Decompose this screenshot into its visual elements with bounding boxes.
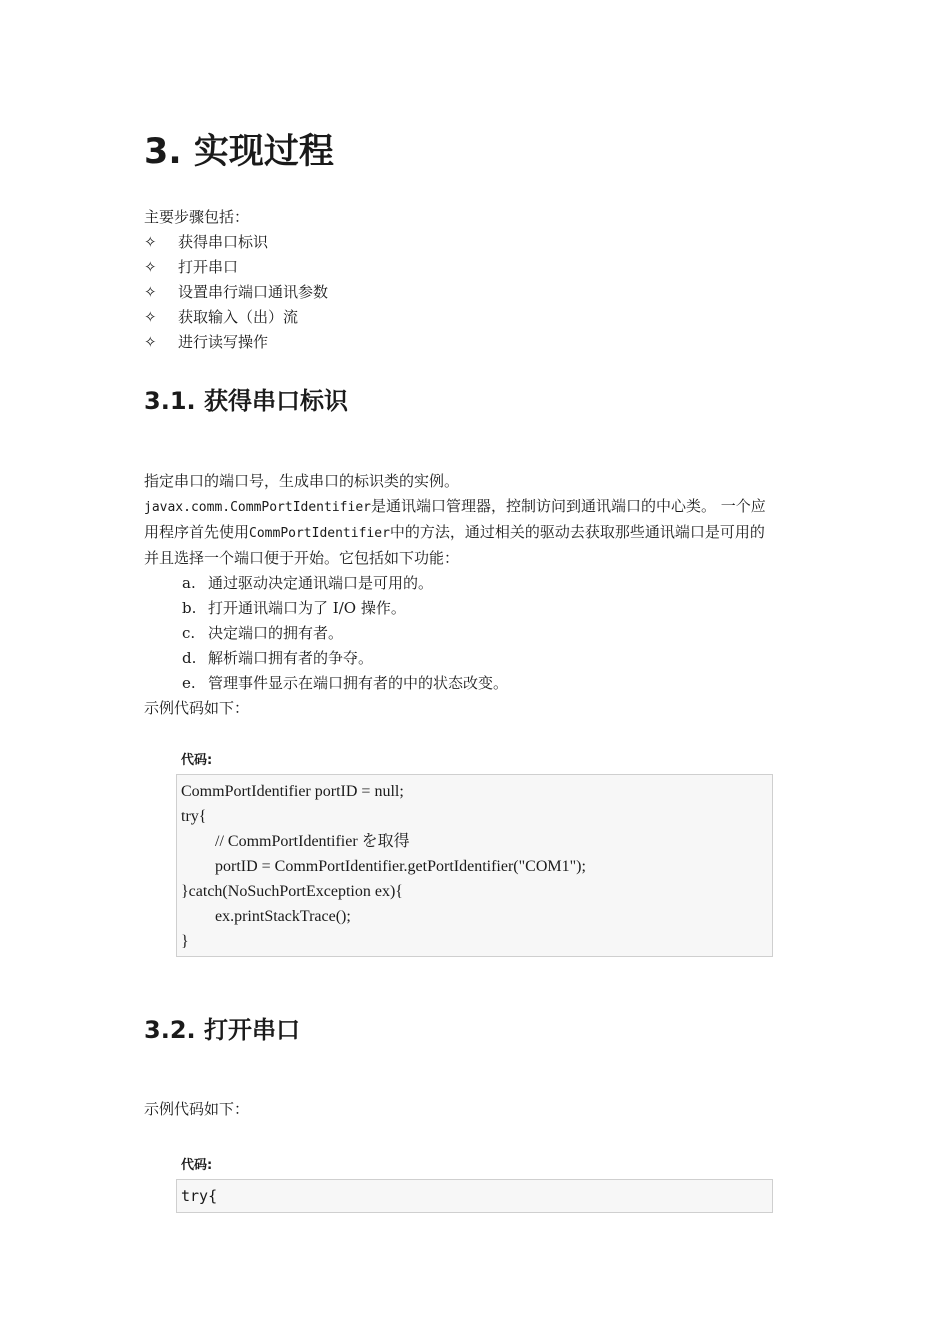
step-label: 设置串行端口通讯参数: [178, 283, 329, 301]
text-span: 是通讯端口管理器，控制访问到通讯端口的中心类。 一个应: [370, 497, 766, 515]
steps-list: [144, 230, 328, 355]
code-block: [176, 774, 773, 957]
section-3-1-title: 3.1. 获得串口标识: [144, 387, 348, 415]
code-line: try{: [181, 1187, 218, 1205]
code-line: ex.printStackTrace();: [215, 908, 351, 925]
list-item-text: 解析端口拥有者的争夺。: [208, 649, 374, 667]
paragraph: [144, 494, 814, 520]
code-caption: 代码:: [181, 753, 213, 768]
list-marker: a.: [182, 574, 196, 592]
list-item: [144, 330, 328, 355]
step-label: 获取输入（出）流: [178, 308, 299, 326]
code-line: }: [181, 933, 189, 950]
paragraph: 并且选择一个端口便于开始。它包括如下功能：: [144, 549, 460, 567]
feature-list: [144, 571, 814, 696]
list-item: [144, 230, 328, 255]
list-item-text: 决定端口的拥有者。: [208, 624, 344, 642]
example-intro: 示例代码如下：: [144, 699, 250, 717]
code-line: }catch(NoSuchPortException ex){: [181, 883, 403, 900]
list-item: [144, 671, 814, 696]
list-marker: e.: [182, 674, 196, 692]
list-marker: c.: [182, 624, 196, 642]
paragraph: [144, 520, 814, 546]
text-span: 用程序首先使用: [144, 523, 250, 541]
four-pointed-star-outline-icon: ✧: [144, 283, 157, 301]
list-marker: b.: [182, 599, 197, 617]
inline-code: javax.comm.CommPortIdentifier: [144, 500, 371, 515]
list-item: [144, 571, 814, 596]
list-marker: d.: [182, 649, 197, 667]
example-intro: 示例代码如下：: [144, 1100, 250, 1118]
code-line: CommPortIdentifier portID = null;: [181, 783, 404, 800]
list-item: [144, 621, 814, 646]
section-3-2-title: 3.2. 打开串口: [144, 1016, 300, 1044]
step-label: 打开串口: [178, 258, 239, 276]
list-item: [144, 596, 814, 621]
list-item: [144, 305, 328, 330]
list-item-text: 打开通讯端口为了 I/O 操作。: [208, 599, 406, 617]
code-line: portID = CommPortIdentifier.getPortIdentifier("COM1");: [215, 858, 586, 875]
four-pointed-star-outline-icon: ✧: [144, 258, 157, 276]
list-item: [144, 255, 328, 280]
code-block: [176, 1179, 773, 1213]
list-item-text: 管理事件显示在端口拥有者的中的状态改变。: [208, 674, 509, 692]
text-span: 中的方法，通过相关的驱动去获取那些通讯端口是可用的: [389, 523, 765, 541]
four-pointed-star-outline-icon: ✧: [144, 233, 157, 251]
paragraph: 指定串口的端口号，生成串口的标识类的实例。: [144, 472, 460, 490]
list-item-text: 通过驱动决定通讯端口是可用的。: [208, 574, 434, 592]
list-item: [144, 646, 814, 671]
code-line: // CommPortIdentifier を取得: [215, 833, 410, 850]
code-line: try{: [181, 808, 207, 825]
inline-code: CommPortIdentifier: [249, 526, 390, 541]
code-caption: 代码:: [181, 1158, 213, 1173]
four-pointed-star-outline-icon: ✧: [144, 333, 157, 351]
steps-intro: 主要步骤包括：: [144, 208, 250, 226]
step-label: 获得串口标识: [178, 233, 269, 251]
section-3-title: 3. 实现过程: [144, 132, 334, 172]
list-item: [144, 280, 328, 305]
section-3-1-body: [144, 469, 814, 721]
step-label: 进行读写操作: [178, 333, 269, 351]
four-pointed-star-outline-icon: ✧: [144, 308, 157, 326]
